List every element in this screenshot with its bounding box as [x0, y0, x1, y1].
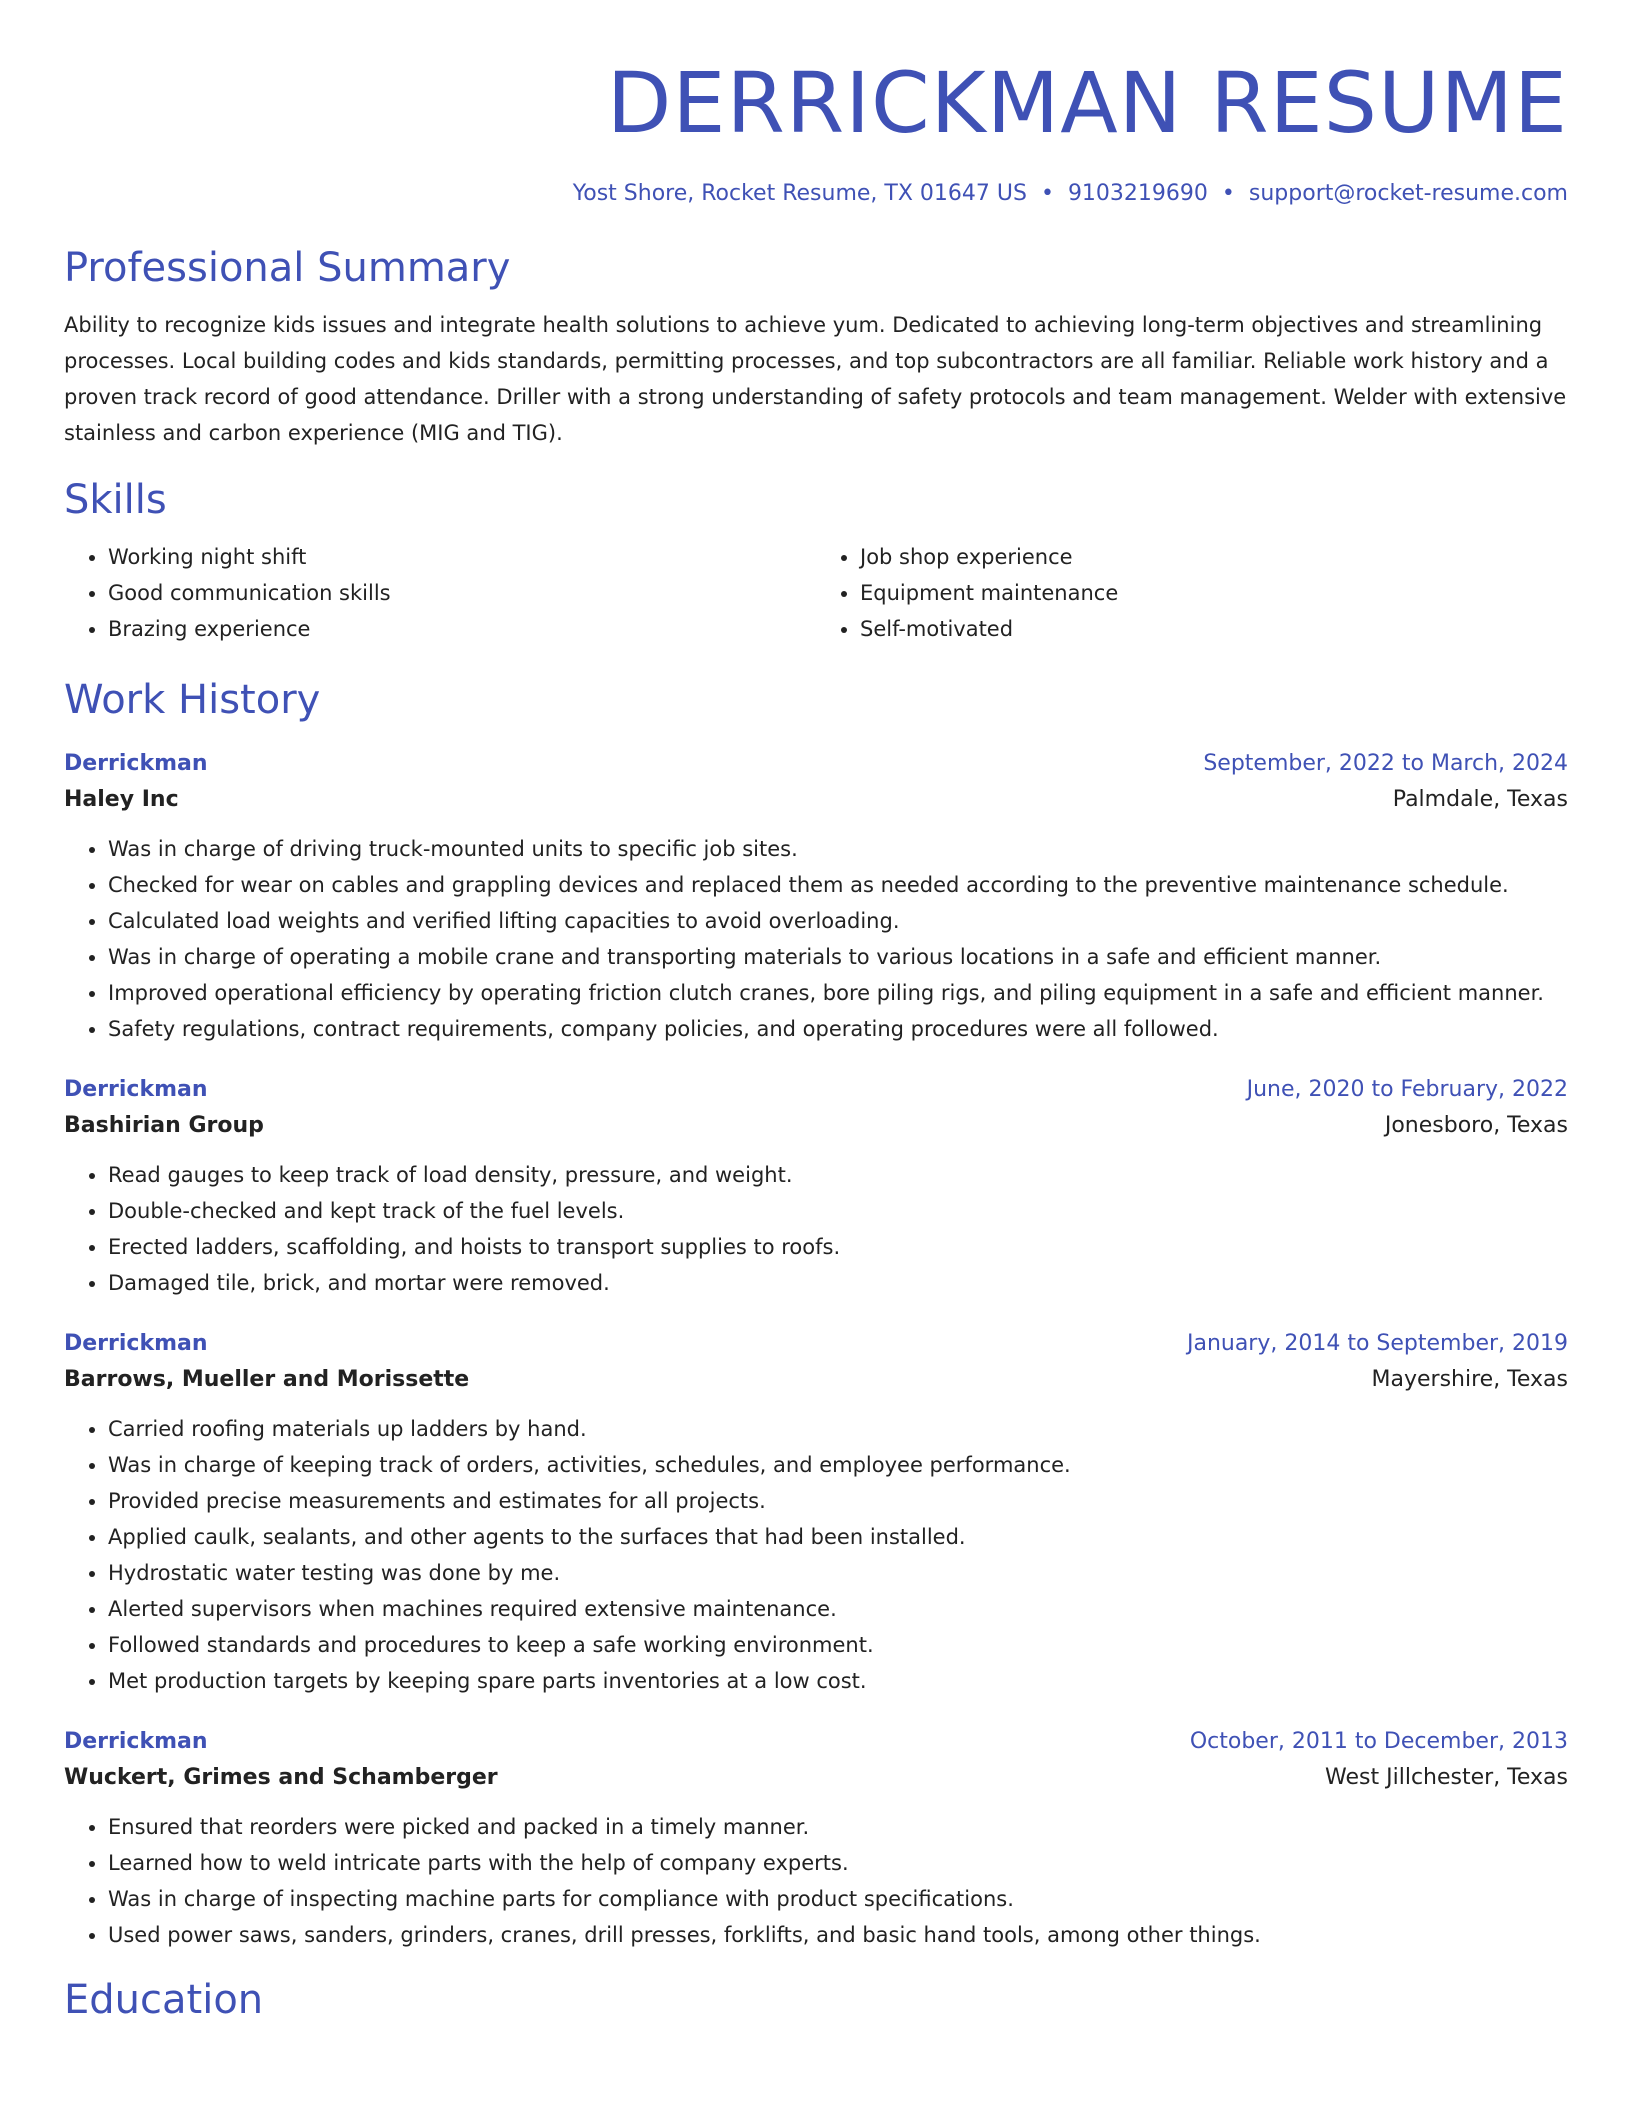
job-entry	[64, 1327, 1568, 1699]
job-company: Bashirian Group	[64, 1113, 264, 1138]
skill-item: • Good communication skills	[108, 575, 816, 611]
job-header-row	[64, 1073, 1568, 1107]
job-bullet: • Followed standards and procedures to keep a safe working environment.	[108, 1627, 1568, 1663]
resume-page	[64, 0, 1568, 2025]
job-bullet: • Safety regulations, contract requirements, company policies, and operating procedures were all followed.	[108, 1011, 1568, 1047]
skills-grid	[64, 539, 1568, 647]
job-company-row	[64, 1361, 1568, 1399]
job-bullet: • Read gauges to keep track of load density, pressure, and weight.	[108, 1157, 1568, 1193]
work-history-list	[64, 747, 1568, 1953]
job-header-row	[64, 747, 1568, 781]
job-bullet: • Calculated load weights and verified lifting capacities to avoid overloading.	[108, 903, 1568, 939]
contact-separator: •	[1040, 181, 1054, 206]
job-company-row	[64, 1107, 1568, 1145]
job-bullet: • Met production targets by keeping spare parts inventories at a low cost.	[108, 1663, 1568, 1699]
education-heading: Education	[64, 1977, 264, 2023]
summary-heading: Professional Summary	[64, 245, 511, 291]
job-entry	[64, 747, 1568, 1047]
contact-email[interactable]: support@rocket-resume.com	[1248, 181, 1568, 206]
job-bullet: • Learned how to weld intricate parts with the help of company experts.	[108, 1845, 1568, 1881]
skill-item: • Job shop experience	[860, 539, 1568, 575]
job-bullet: • Damaged tile, brick, and mortar were removed.	[108, 1265, 1568, 1301]
job-company-row	[64, 1759, 1568, 1797]
skills-heading: Skills	[64, 477, 167, 523]
resume-title: DERRICKMAN RESUME	[606, 54, 1568, 152]
job-bullet: • Improved operational efficiency by operating friction clutch cranes, bore piling rigs, and piling equipment in a safe and efficient manner.	[108, 975, 1568, 1011]
job-bullet: • Carried roofing materials up ladders by hand.	[108, 1411, 1568, 1447]
job-bullet: • Checked for wear on cables and grappling devices and replaced them as needed according to the preventive maintenance schedule.	[108, 867, 1568, 903]
job-bullet: • Hydrostatic water testing was done by me.	[108, 1555, 1568, 1591]
job-dates: September, 2022 to March, 2024	[1203, 751, 1568, 776]
work-history-heading: Work History	[64, 677, 321, 723]
skills-list-left	[64, 539, 816, 647]
job-position: Derrickman	[64, 1729, 208, 1754]
skill-item: • Self-motivated	[860, 611, 1568, 647]
skill-item: • Working night shift	[108, 539, 816, 575]
job-location: Mayershire, Texas	[1371, 1367, 1568, 1392]
job-dates: January, 2014 to September, 2019	[1186, 1331, 1568, 1356]
job-company: Barrows, Mueller and Morissette	[64, 1367, 470, 1392]
job-bullet-list	[64, 1157, 1568, 1301]
job-location: West Jillchester, Texas	[1325, 1765, 1568, 1790]
summary-text: Ability to recognize kids issues and integrate health solutions to achieve yum. Dedicated to achieving long-term objectives and streamlining processes. Local building codes and kids standards, permitting processes, and top subcontractors are all familiar. Reliable work history and a proven track record of good attendance. Driller with a strong understanding of safety protocols and team management. Welder with extensive stainless and carbon experience (MIG and TIG).	[64, 313, 1567, 445]
job-bullet: • Double-checked and kept track of the fuel levels.	[108, 1193, 1568, 1229]
job-bullet-list	[64, 1411, 1568, 1699]
job-bullet: • Alerted supervisors when machines required extensive maintenance.	[108, 1591, 1568, 1627]
job-header-row	[64, 1725, 1568, 1759]
job-bullet: • Was in charge of keeping track of orders, activities, schedules, and employee performance.	[108, 1447, 1568, 1483]
skills-list-right	[816, 539, 1568, 647]
job-location: Jonesboro, Texas	[1384, 1113, 1568, 1138]
skill-item: • Brazing experience	[108, 611, 816, 647]
job-bullet: • Was in charge of driving truck-mounted units to specific job sites.	[108, 831, 1568, 867]
job-company-row	[64, 781, 1568, 819]
job-dates: June, 2020 to February, 2022	[1246, 1077, 1568, 1102]
job-position: Derrickman	[64, 1077, 208, 1102]
job-bullet-list	[64, 1809, 1568, 1953]
contact-phone: 9103219690	[1067, 181, 1208, 206]
job-bullet: • Applied caulk, sealants, and other agents to the surfaces that had been installed.	[108, 1519, 1568, 1555]
contact-address: Yost Shore, Rocket Resume, TX 01647 US	[572, 181, 1027, 206]
job-position: Derrickman	[64, 751, 208, 776]
job-company: Haley Inc	[64, 787, 179, 812]
job-entry	[64, 1073, 1568, 1301]
skill-item: • Equipment maintenance	[860, 575, 1568, 611]
job-bullet: • Ensured that reorders were picked and packed in a timely manner.	[108, 1809, 1568, 1845]
job-bullet: • Provided precise measurements and estimates for all projects.	[108, 1483, 1568, 1519]
job-entry	[64, 1725, 1568, 1953]
job-location: Palmdale, Texas	[1392, 787, 1568, 812]
job-bullet: • Was in charge of inspecting machine parts for compliance with product specifications.	[108, 1881, 1568, 1917]
job-bullet: • Erected ladders, scaffolding, and hoists to transport supplies to roofs.	[108, 1229, 1568, 1265]
contact-separator: •	[1221, 181, 1235, 206]
contact-line	[64, 179, 1568, 209]
job-bullet: • Was in charge of operating a mobile crane and transporting materials to various locations in a safe and efficient manner.	[108, 939, 1568, 975]
job-dates: October, 2011 to December, 2013	[1189, 1729, 1568, 1754]
job-bullet: • Used power saws, sanders, grinders, cranes, drill presses, forklifts, and basic hand tools, among other things.	[108, 1917, 1568, 1953]
job-position: Derrickman	[64, 1331, 208, 1356]
job-company: Wuckert, Grimes and Schamberger	[64, 1765, 498, 1790]
job-header-row	[64, 1327, 1568, 1361]
job-bullet-list	[64, 831, 1568, 1047]
